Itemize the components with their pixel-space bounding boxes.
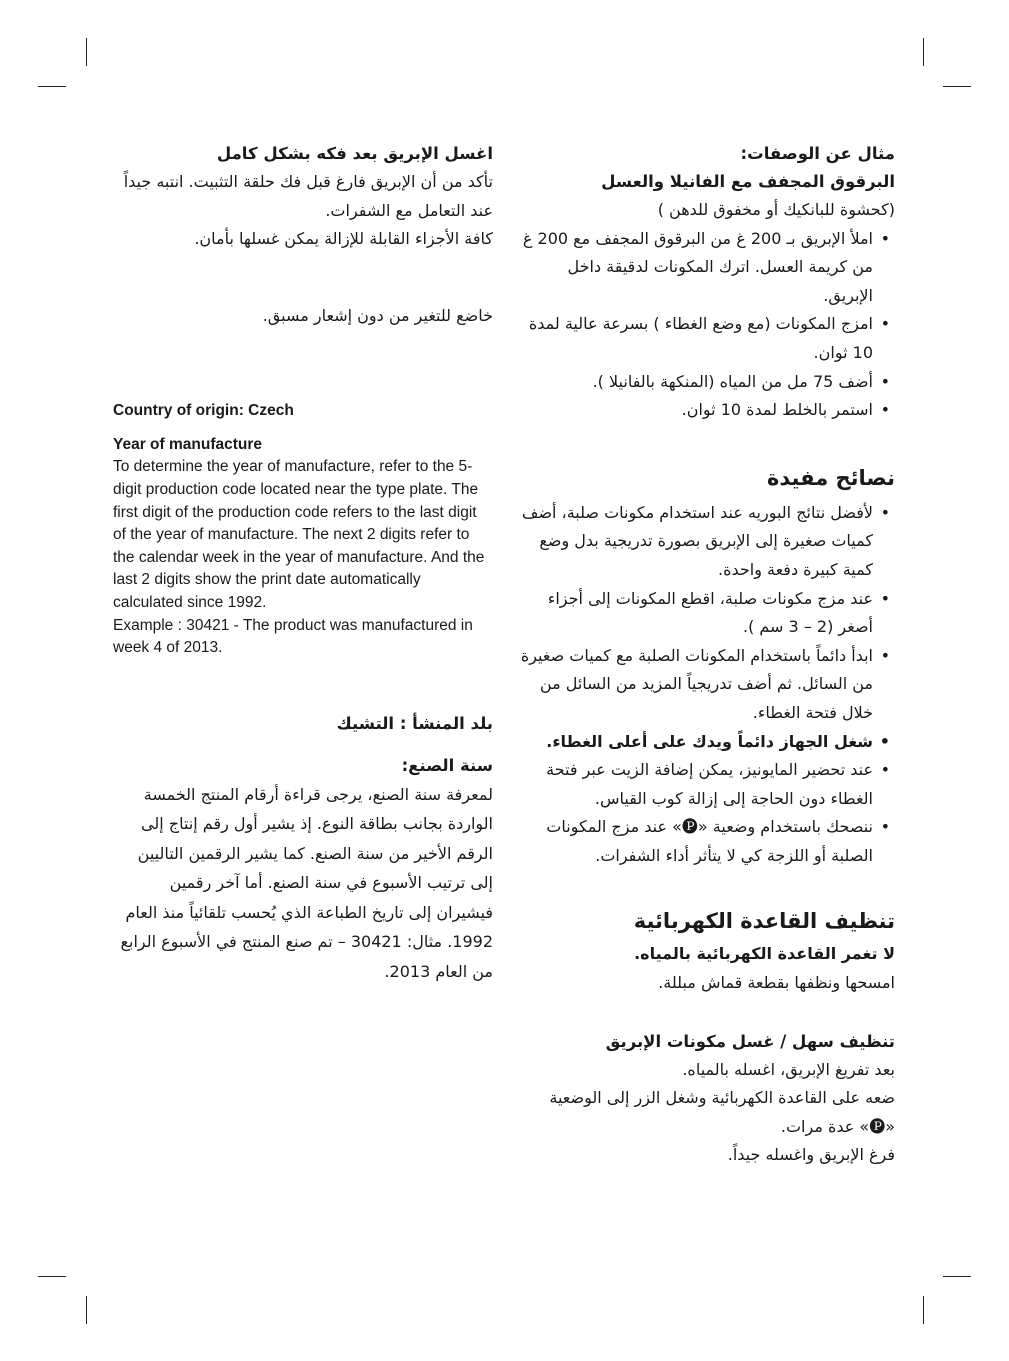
recipe-step: • استمر بالخلط لمدة 10 ثوان. xyxy=(515,396,895,425)
recipe-subtitle: (كحشوة للبانكيك أو مخفوق للدهن ) xyxy=(657,200,895,219)
tip-item-bold: • شغل الجهاز دائماً ويدك على أعلى الغطاء. xyxy=(515,728,895,757)
easy-clean-heading: تنظيف سهل / غسل مكونات الإبريق xyxy=(605,1031,895,1051)
recipe-step: • أضف 75 مل من المياه (المنكهة بالفانيلا ). xyxy=(515,368,895,397)
recipe-step: • املأ الإبريق بـ 200 غ من البرقوق المجفف مع 200 غ من كريمة العسل. اترك المكونات لدقيقة داخل الإبريق. xyxy=(515,225,895,311)
year-heading-en: Year of manufacture xyxy=(113,436,263,454)
easy-clean-line: فرغ الإبريق واغسله جيداً. xyxy=(727,1145,895,1165)
crop-mark xyxy=(86,38,87,66)
wash-text-2: كافة الأجزاء القابلة للإزالة يمكن غسلها بأمان. xyxy=(194,229,493,249)
recipe-title: البرقوق المجفف مع الفانيلا والعسل xyxy=(601,172,895,191)
crop-mark xyxy=(38,1276,66,1277)
crop-mark xyxy=(943,86,971,87)
example-en: Example : 30421 - The product was manufactured in week 4 of 2013. xyxy=(113,616,473,657)
wash-heading: اغسل الإبريق بعد فكه بشكل كامل xyxy=(216,144,493,163)
recipe-heading: مثال عن الوصفات: xyxy=(740,144,895,163)
crop-mark xyxy=(923,1296,924,1324)
recipe-steps xyxy=(515,225,895,425)
crop-mark xyxy=(943,1276,971,1277)
year-heading-ar: سنة الصنع: xyxy=(401,755,493,775)
tip-item: • عند مزج مكونات صلبة، اقطع المكونات إلى أجزاء أصغر (2 – 3 سم ). xyxy=(515,585,895,642)
easy-clean-line: بعد تفريغ الإبريق، اغسله بالمياه. xyxy=(682,1059,895,1079)
cleaning-heading: تنظيف القاعدة الكهربائية xyxy=(633,909,895,934)
notice-text: خاضع للتغير من دون إشعار مسبق. xyxy=(262,305,493,325)
left-column xyxy=(113,140,493,986)
tip-item: • عند تحضير المايونيز، يمكن إضافة الزيت عبر فتحة الغطاء دون الحاجة إلى إزالة كوب القياس. xyxy=(515,756,895,813)
recipe-step: • امزج المكونات (مع وضع الغطاء ) بسرعة عالية لمدة 10 ثوان. xyxy=(515,310,895,367)
tips-heading: نصائح مفيدة xyxy=(766,465,895,490)
crop-mark xyxy=(38,86,66,87)
tip-item: • ابدأ دائماً باستخدام المكونات الصلبة مع كميات صغيرة من السائل. ثم أضف تدريجياً المزيد من السائل من خلال فتحة الغطاء. xyxy=(515,642,895,728)
crop-mark xyxy=(86,1296,87,1324)
year-text-en: To determine the year of manufacture, refer to the 5-digit production code located near the type plate. The first digit of the production code refers to the last digit of the year of manufacture. The next 2 digits refer to the calendar week in the year of manufacture. And the last 2 digits show the print date automatically calculated since 1992. xyxy=(113,458,485,611)
crop-mark xyxy=(923,38,924,66)
year-text-ar: لمعرفة سنة الصنع، يرجى قراءة أرقام المنتج الخمسة الواردة بجانب بطاقة النوع. إذ يشير أول رقم إنتاج إلى الرقم الأخير من سنة الصنع. كما يشير الرقمين التاليين إلى ترتيب الأسبوع في سنة الصنع. أما آخر رقمين فيشيران إلى تاريخ الطباعة الذي يُحسب تلقائياً منذ العام 1992. مثال: 30421 – تم صنع المنتج في الأسبوع الرابع من العام 2013. xyxy=(120,784,493,981)
right-column xyxy=(515,140,895,1170)
country-of-origin-en: Country of origin: Czech xyxy=(113,402,294,420)
tip-item: • ننصحك باستخدام وضعية «🅟» عند مزج المكونات الصلبة أو اللزجة كي لا يتأثر أداء الشفرات. xyxy=(515,813,895,870)
country-of-origin-ar: بلد المنشأ : التشيك xyxy=(336,713,493,733)
cleaning-text: امسحها ونظفها بقطعة قماش مبللة. xyxy=(658,973,895,993)
tips-list xyxy=(515,499,895,871)
wash-text: تأكد من أن الإبريق فارغ قبل فك حلقة التثبيت. انتبه جيداً عند التعامل مع الشفرات. xyxy=(123,172,493,220)
cleaning-warning: لا تغمر القاعدة الكهربائية بالمياه. xyxy=(634,944,895,964)
tip-item: • لأفضل نتائج البوريه عند استخدام مكونات صلبة، أضف كميات صغيرة إلى الإبريق بصورة تدريجية بدل وضع كمية كبيرة دفعة واحدة. xyxy=(515,499,895,585)
easy-clean-line: ضعه على القاعدة الكهربائية وشغل الزر إلى الوضعية «🅟» عدة مرات. xyxy=(549,1088,895,1136)
